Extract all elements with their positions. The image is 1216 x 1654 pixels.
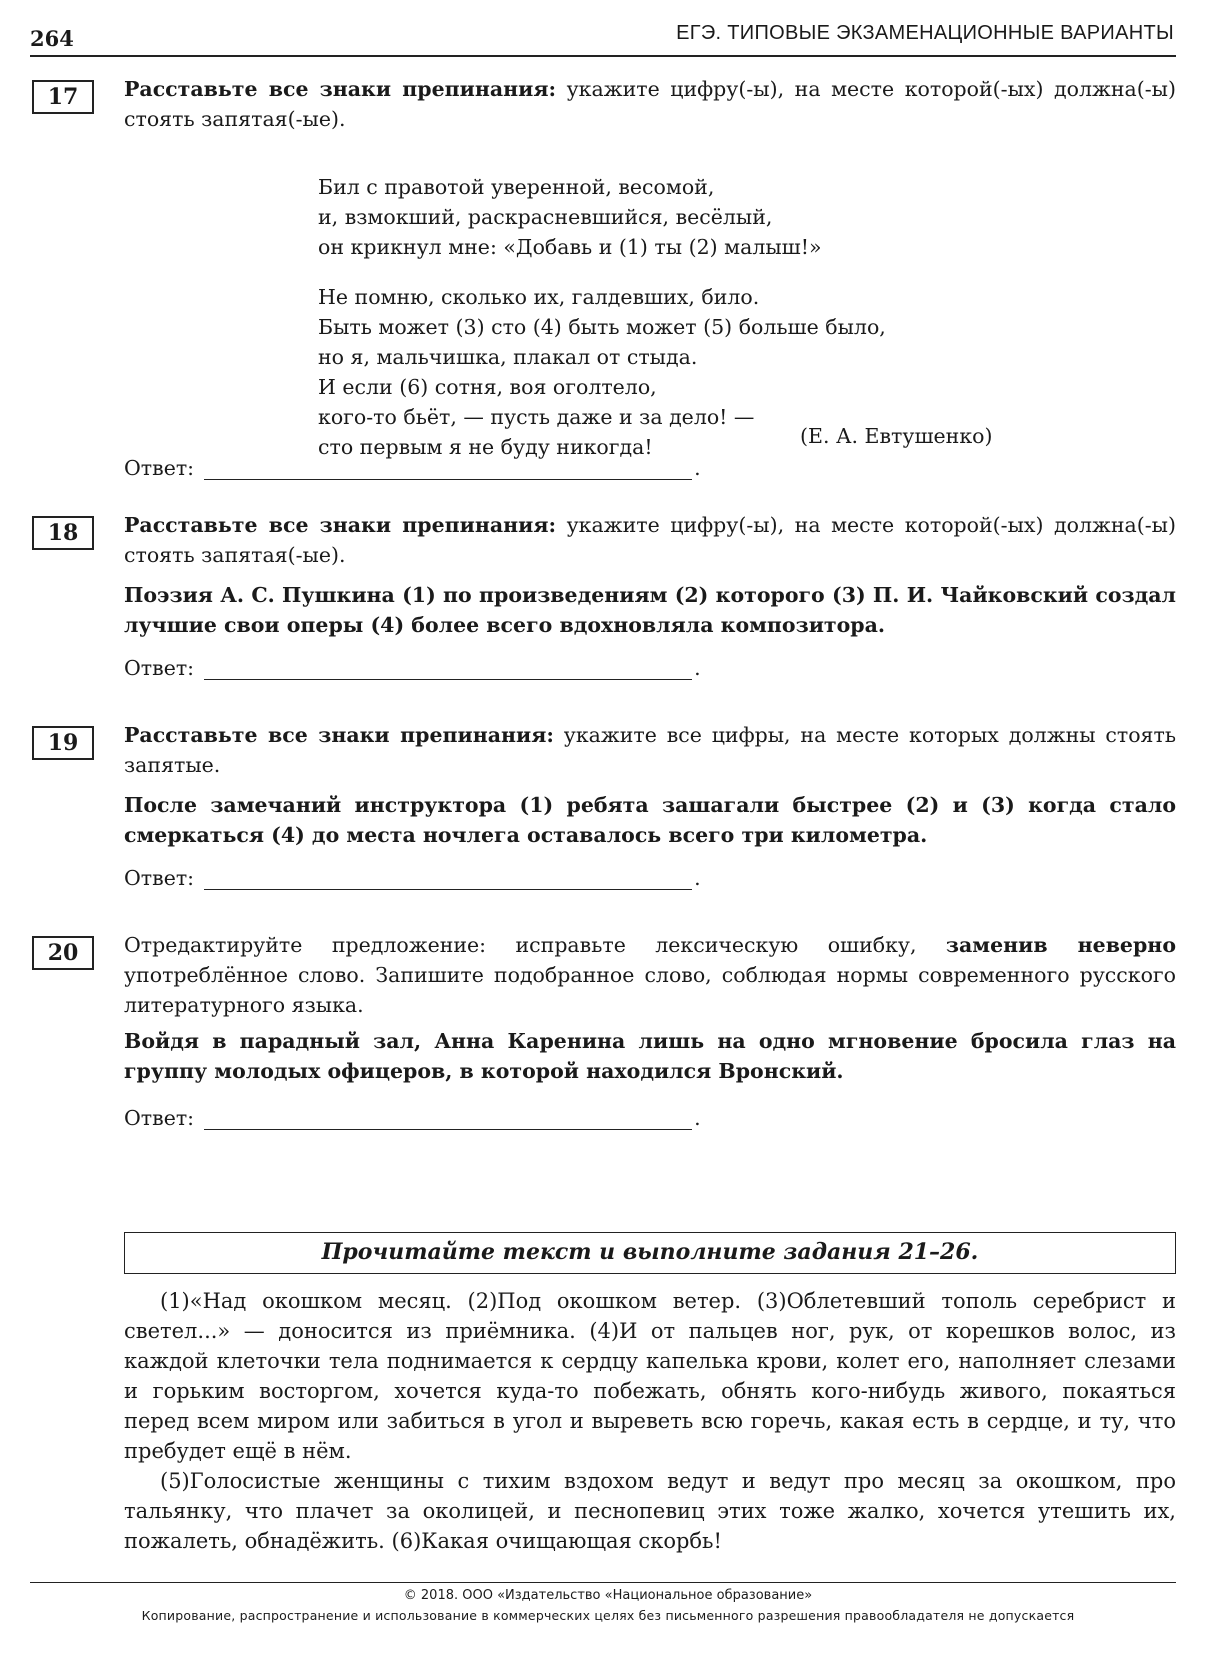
running-title: ЕГЭ. ТИПОВЫЕ ЭКЗАМЕНАЦИОННЫЕ ВАРИАНТЫ: [676, 22, 1174, 44]
answer-field[interactable]: [204, 1107, 692, 1130]
task-17-number: 17: [32, 80, 94, 114]
reading-paragraph-2: (5)Голосистые женщины с тихим вздохом ведут и ведут про месяц за окошком, про тальянку, что плачет за околицей, и песнопевиц этих тоже жалко, хочется утешить их, пожалеть, обнадёжить. (6)Какая очищающая скорбь!: [124, 1469, 1176, 1553]
answer-label: Ответ:: [124, 866, 195, 890]
footer-notice: Копирование, распространение и использование в коммерческих целях без письменного разрешения правообладателя не допускается: [141, 1608, 1075, 1623]
task-19-number: 19: [32, 726, 94, 760]
answer-field[interactable]: [204, 657, 692, 680]
task-18-sentence: Поэзия А. С. Пушкина (1) по произведениям (2) которого (3) П. И. Чайковский создал лучшие свои оперы (4) более всего вдохновляла композитора.: [124, 583, 1176, 637]
answer-label: Ответ:: [124, 656, 195, 680]
task-19-answer: Ответ: .: [124, 866, 701, 890]
answer-label: Ответ:: [124, 456, 195, 480]
task-19-instruction-bold: Расставьте все знаки препинания:: [124, 723, 554, 747]
answer-field[interactable]: [204, 867, 692, 890]
task-17-answer: Ответ: .: [124, 456, 701, 480]
task-19-sentence: После замечаний инструктора (1) ребята зашагали быстрее (2) и (3) когда стало смеркаться (4) до места ночлега оставалось всего три километра.: [124, 793, 1176, 847]
task-20-number: 20: [32, 936, 94, 970]
task-20-instruction-start: Отредактируйте предложение: исправьте лексическую ошибку,: [124, 933, 946, 957]
task-18-number: 18: [32, 516, 94, 550]
answer-field[interactable]: [204, 457, 692, 480]
task-20-instruction: [124, 930, 1176, 1020]
poem-line: И если (6) сотня, воя оголтело,: [318, 375, 657, 399]
poem-line: Не помню, сколько их, галдевших, било.: [318, 285, 760, 309]
header-divider: [30, 55, 1176, 57]
task-18-answer: Ответ: .: [124, 656, 701, 680]
poem-line: кого-то бьёт, — пусть даже и за дело! —: [318, 405, 755, 429]
reading-paragraph-1: (1)«Над окошком месяц. (2)Под окошком ветер. (3)Облетевший тополь серебрист и светел...» — доносится из приёмника. (4)И от пальцев ног, рук, от корешков волос, из каждой клеточки тела поднимается к сердцу капелька крови, колет его, наполняет слезами и горьким восторгом, хочется куда-то побежать, обнять кого-нибудь живого, покаяться перед всем миром или забиться в угол и выреветь всю горечь, какая есть в сердце, и ту, что пребудет ещё в нём.: [124, 1289, 1176, 1463]
task-18-instruction: [124, 510, 1176, 570]
task-17-instruction-bold: Расставьте все знаки препинания:: [124, 77, 557, 101]
task-17-author: (Е. А. Евтушенко): [800, 424, 993, 448]
task-20-instruction-rest: употреблённое слово. Запишите подобранное слово, соблюдая нормы современного русского литературного языка.: [124, 963, 1176, 1017]
task-20-answer: Ответ: .: [124, 1106, 701, 1130]
answer-label: Ответ:: [124, 1106, 195, 1130]
reading-instruction-box: Прочитайте текст и выполните задания 21–26.: [124, 1232, 1176, 1274]
task-19-instruction: [124, 720, 1176, 780]
stanza-gap: [318, 262, 886, 282]
poem-line: Бил с правотой уверенной, весомой,: [318, 175, 715, 199]
poem-line: и, взмокший, раскрасневшийся, весёлый,: [318, 205, 773, 229]
page-number: 264: [30, 26, 74, 51]
footer-divider: [30, 1582, 1176, 1583]
task-18-instruction-rest: укажите цифру(-ы), на месте которой(-ых) должна(-ы) стоять запятая(-ые).: [124, 513, 1176, 567]
poem-line: но я, мальчишка, плакал от стыда.: [318, 345, 698, 369]
task-17-instruction: [124, 74, 1176, 134]
task-20-sentence: Войдя в парадный зал, Анна Каренина лишь на одно мгновение бросила глаз на группу молодых офицеров, в которой находился Вронский.: [124, 1029, 1176, 1083]
task-20-instruction-bold: заменив неверно: [945, 933, 1176, 957]
poem-line: он крикнул мне: «Добавь и (1) ты (2) малыш!»: [318, 235, 822, 259]
poem-line: Быть может (3) сто (4) быть может (5) больше было,: [318, 315, 886, 339]
footer-copyright: © 2018. ООО «Издательство «Национальное образование»: [403, 1588, 813, 1603]
task-19-instruction-rest: укажите все цифры, на месте которых должны стоять запятые.: [124, 723, 1176, 777]
poem-line: сто первым я не буду никогда!: [318, 435, 653, 459]
task-18-instruction-bold: Расставьте все знаки препинания:: [124, 513, 557, 537]
task-17-instruction-rest: укажите цифру(-ы), на месте которой(-ых) должна(-ы) стоять запятая(-ые).: [124, 77, 1176, 131]
